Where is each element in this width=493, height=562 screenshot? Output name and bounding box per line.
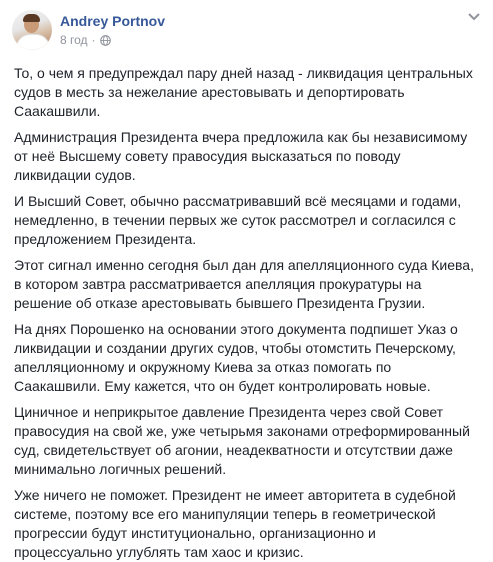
chevron-down-icon[interactable]	[467, 12, 481, 22]
timestamp-row	[60, 32, 165, 48]
avatar-hair	[23, 14, 40, 22]
author-name[interactable]: Andrey Portnov	[60, 13, 166, 29]
post-paragraph: Уже ничего не поможет. Президент не имеет авторитета в судебной системе, поэтому все его манипуляции теперь в геометрической прогрессии будут институционально, организационно и процессуально углублять там хаос и кризис.	[14, 487, 456, 560]
post-header	[12, 10, 481, 54]
post-timestamp[interactable]: 8 год	[60, 33, 88, 47]
post-paragraph: И Высший Совет, обычно рассматривавший всё месяцами и годами, немедленно, в течении первых же суток рассмотрел и согласился с предложением Президента.	[14, 193, 462, 247]
post-meta	[60, 10, 165, 48]
post-paragraph: То, о чем я предупреждал пару дней назад - ликвидация центральных судов в месть за нежелание арестовывать и депортировать Саакашвили.	[14, 65, 473, 119]
globe-icon[interactable]	[100, 35, 111, 46]
post-body	[12, 64, 481, 562]
post-paragraph: На днях Порошенко на основании этого документа подпишет Указ о ликвидации и создании других судов, чтобы отомстить Печерскому, апелляционному и окружному Киева за отказ помогать по Саакашвили. Ему кажется, что он будет контролировать новые.	[14, 321, 458, 394]
post-paragraph: Циничное и неприкрытое давление Президента через свой Совет правосудия на свой же, уже четырьмя законами отреформированный суд, свидетельствует об агонии, неадекватности и отсутствии даже минимально логичных решений.	[14, 404, 470, 477]
avatar[interactable]	[12, 10, 52, 50]
avatar-shirt	[16, 34, 50, 50]
meta-separator: ·	[91, 33, 96, 47]
post-paragraph: Администрация Президента вчера предложила как бы независимому от неё Высшему совету правосудия высказаться по поводу ликвидации судов.	[14, 129, 468, 183]
post-paragraph: Этот сигнал именно сегодня был дан для апелляционного суда Киева, в котором завтра рассматривается апелляция прокуратуры на решение об отказе арестовывать бывшего Президента Грузии.	[14, 257, 474, 311]
